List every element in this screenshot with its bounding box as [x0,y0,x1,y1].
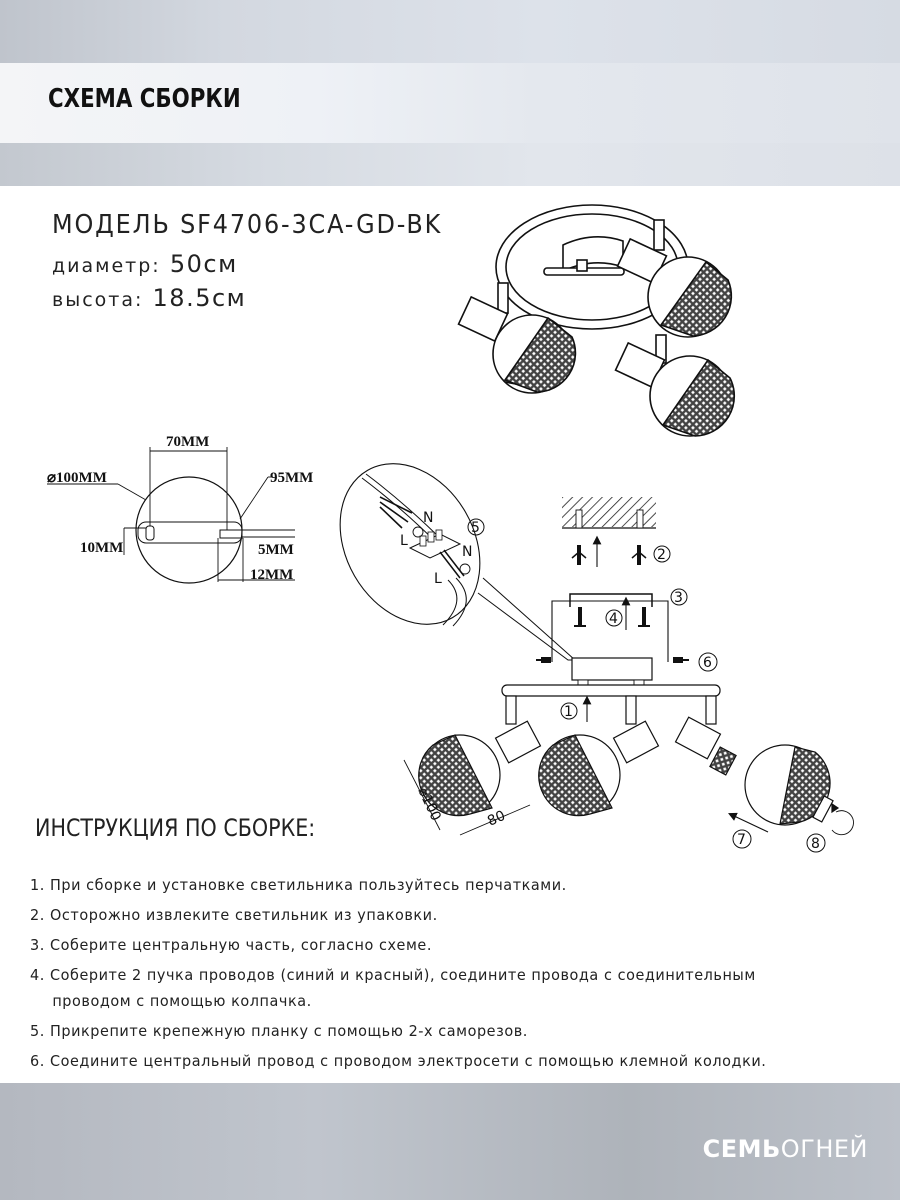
instruction-step: 2. Осторожно извлеките светильник из упаковки. [30,906,438,924]
lamp-middle [539,721,659,815]
wall-plug-right-icon [632,545,646,565]
step-3-label: 3 [674,590,683,606]
step-2-label: 2 [657,547,666,563]
screw-left-icon [574,607,586,626]
dim-diameter-100mm: ⌀100MM [47,470,107,486]
instruction-step: 6. Соедините центральный провод с проводом электросети с помощью клемной колодки. [30,1052,767,1070]
spot-left [459,297,576,393]
step-4-label: 4 [609,611,618,627]
brand-logo [703,1135,868,1163]
instructions-list [30,870,890,1076]
lamp-diameter-label: ⌀100 [414,784,444,824]
step-8-label: 8 [811,836,820,852]
terminal-label-l-top: L [400,533,408,549]
side-screw-left-icon [536,657,551,663]
dim-95mm: 95MM [270,470,314,486]
step-6-label: 6 [703,655,712,671]
instructions-title: ИНСТРУКЦИЯ ПО СБОРКЕ: [35,814,316,842]
instruction-step: 5. Прикрепите крепежную планку с помощью 2-х саморезов. [30,1022,528,1040]
terminal-label-n-top: N [423,510,434,526]
brand-light: ОГНЕЙ [780,1135,868,1163]
screw-right-icon [638,607,650,626]
spot-bottom [616,343,735,436]
main-bar-assembly [404,685,853,852]
brand-bold: СЕМЬ [702,1135,781,1163]
instruction-step: 4. Соберите 2 пучка проводов (синий и красный), соедините провода с соединительным [30,966,756,984]
dim-70mm: 70MM [166,434,210,450]
diameter-label: диаметр: [52,255,161,277]
instruction-step: 3. Соберите центральную часть, согласно схеме. [30,936,432,954]
terminal-label-n-bottom: N [462,544,473,560]
product-illustration [459,205,735,436]
instruction-step-continuation: проводом с помощью колпачка. [52,992,312,1010]
diameter-value: 50см [169,250,238,278]
step-5-label: 5 [471,520,480,536]
mounting-bracket [536,589,717,685]
instruction-step: 1. При сборке и установке светильника пользуйтесь перчатками. [30,876,567,894]
lamp-length-label: 80 [485,807,508,830]
side-screw-right-icon [673,657,689,663]
dim-10mm: 10MM [80,540,124,556]
step-7-label: 7 [737,832,746,848]
lamp-right-exploded [676,717,854,834]
model-label: МОДЕЛЬ [52,210,171,240]
model-value: SF4706-3CA-GD-BK [180,210,443,240]
height-label: высота: [52,289,144,311]
page-title: СХЕМА СБОРКИ [48,84,241,114]
wiring-detail [312,438,575,660]
height-value: 18.5см [152,284,247,312]
lamp-left [404,721,540,835]
wall-plug-left-icon [572,545,586,565]
mount-dimension-diagram [47,434,313,583]
ceiling-installation [562,497,670,567]
terminal-label-l-bottom: L [434,571,442,587]
dim-5mm: 5MM [258,542,294,558]
step-1-label: 1 [564,704,573,720]
dim-12mm: 12MM [250,567,294,583]
